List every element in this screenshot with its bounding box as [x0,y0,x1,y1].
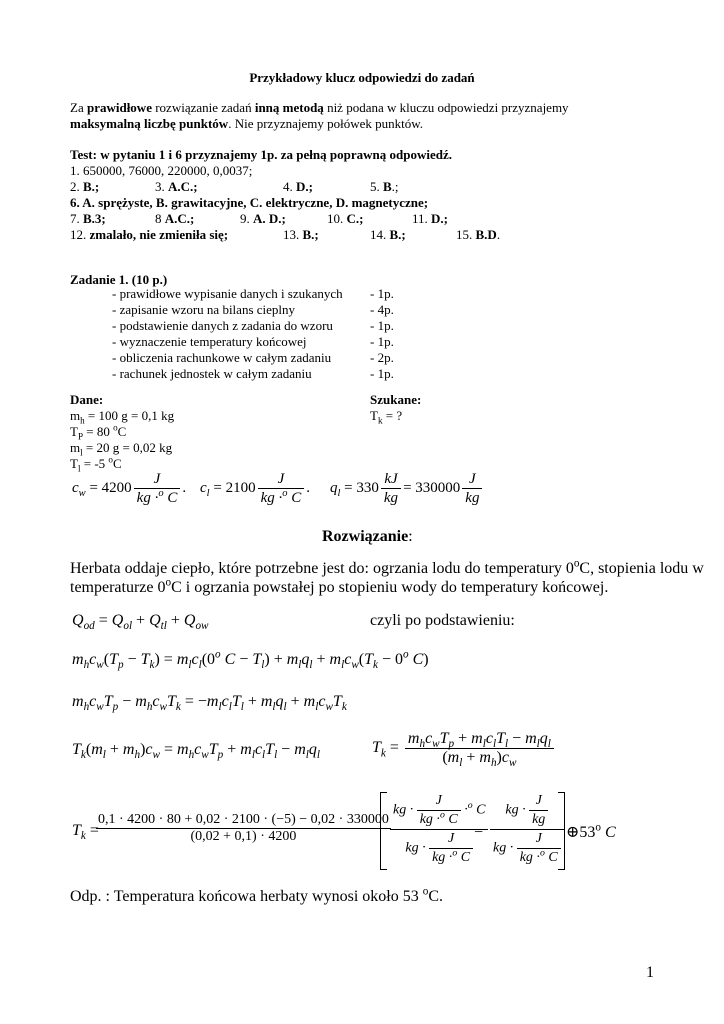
equation-tk-formula: $T_k$ = $\frac{m_hc_wT_p + m_lc_lT_l - m_lq_l}{(m_l + m_h)c_w}$ [372,730,556,767]
const-ql: $q_l = 330$ $\frac{kJ}{kg}$ = 330000 $\frac{J}{kg}$ [330,470,484,507]
unit-fraction-1: kg · $\frac{J}{kg \cdot^o C}$ ·$^o$ C kg · $\frac{J}{kg \cdot^o C}$ [388,792,490,867]
intro-text: rozwiązanie zadań [151,100,255,115]
intro-text: Za [70,100,87,115]
given-label: Dane: [70,392,104,407]
test-answer-11: 11. D.; [412,211,448,226]
test-answer-5: 5. B.; [370,179,399,194]
calc-numerator: 0,1 · 4200 · 80 + 0,02 · 2100 · (−5) − 0,02 · 330000 [98,812,389,827]
given-mh: $m_h = 100$ g = 0,1 kg [70,408,175,426]
sought-tk: $T_k$ = ? [370,408,403,426]
task-header: Zadanie 1. (10 p.) [70,272,168,287]
solution-text-2: temperaturze 0$^o$C i ogrzania powstałej po stopieniu wody do temperatury końcowej. [70,576,609,596]
test-answer-3: 3. A.C.; [155,179,198,194]
given-ml: $m_l = 20$ g = 0,02 kg [70,440,173,458]
criterion-points: - 1p. [370,318,394,333]
equation-grouped: $T_k(m_l + m_h)c_w = m_hc_wT_p + m_lc_lT_l - m_lq_l$ [72,741,320,762]
equation-heat-balance: $Q_{od} = Q_{ol} + Q_{tl} + Q_{ow}$ [72,612,209,633]
test-header: Test: w pytaniu 1 i 6 przyznajemy 1p. za pełną poprawną odpowiedź. [70,147,452,162]
unit-fraction-2: kg · $\frac{J}{kg}$ kg · $\frac{J}{kg \cdot^o C}$ [488,792,566,867]
test-answer-4: 4. D.; [283,179,313,194]
given-tp: $T_P = 80$ $^o$C [70,422,127,442]
test-answer-14: 14. B.; [370,227,406,242]
test-answer-9: 9. A. D.; [240,211,286,226]
criterion-points: - 1p. [370,334,394,349]
equation-expanded: $m_hc_wT_p - m_hc_wT_k = -m_lc_lT_l + m_lq_l + m_lc_wT_k$ [72,693,347,714]
calc-denominator: (0,02 + 0,1) · 4200 [190,829,297,844]
given-tl: $T_l = -5$ $^o$C [70,454,122,474]
intro-line-1 [70,100,569,116]
test-answer-13: 13. B.; [283,227,319,242]
intro-bold-correct: prawidłowe [86,100,152,115]
page-title: Przykładowy klucz odpowiedzi do zadań [249,70,475,85]
test-answer-12: 12. zmalało, nie zmieniła się; [70,227,229,242]
criterion-text: - wyznaczenie temperatury końcowej [112,334,307,349]
tk-symbol: $T_k$ = [72,822,99,843]
solution-text-1: Herbata oddaje ciepło, które potrzebne jest do: ogrzania lodu do temperatury 0$^o$C, stopienia lodu w [70,557,704,577]
test-answer-2: 2. B.; [70,179,100,194]
equation-substituted: $m_hc_w(T_p - T_k) = m_lc_l(0^o$ $C - T_l) + m_lq_l + m_lc_w(T_k - 0^o$ C) [72,648,429,672]
criterion-points: - 4p. [370,302,394,317]
intro-text: . Nie przyznajemy połówek punktów. [228,116,424,131]
criterion-text: - obliczenia rachunkowe w całym zadaniu [112,350,332,365]
unit-bracket-left [380,792,387,870]
test-answer-8: 8 A.C.; [155,211,195,226]
substitution-note: czyli po podstawieniu: [370,612,515,629]
sought-label: Szukane: [370,392,422,407]
solution-heading: Rozwiązanie: [322,528,413,545]
intro-bold-method: inną metodą [254,100,324,115]
const-cw: $c_w = 4200$ $\frac{J}{kg \cdot^o C}$ . [72,471,187,506]
unit-minus: − [474,824,484,841]
final-answer: Odp. : Temperatura końcowa herbaty wynosi około 53 $^o$C. [70,885,443,905]
criterion-text: - prawidłowe wypisanie danych i szukanych [112,286,343,301]
intro-bold-max: maksymalną liczbę punktów [70,116,229,131]
criterion-text: - zapisanie wzoru na bilans cieplny [112,302,296,317]
criterion-points: - 2p. [370,350,394,365]
intro-line-2 [70,116,423,132]
criterion-text: - rachunek jednostek w całym zadaniu [112,366,312,381]
criterion-text: - podstawienie danych z zadania do wzoru [112,318,333,333]
test-answer-6: 6. A. sprężyste, B. grawitacyjne, C. elektryczne, D. magnetyczne; [70,195,429,210]
test-answer-15: 15. B.D. [456,227,501,242]
test-answer-7: 7. B.3; [70,211,106,226]
criterion-points: - 1p. [370,286,394,301]
page-number: 1 [646,964,654,981]
criterion-points: - 1p. [370,366,394,381]
test-answer-1: 1. 650000, 76000, 220000, 0,0037; [70,163,253,178]
calc-fraction [96,812,391,845]
intro-text: niż podana w kluczu odpowiedzi przyznajemy [323,100,569,115]
test-answer-10: 10. C.; [327,211,364,226]
calc-result: ⊕53$^o$ C [566,821,616,841]
const-cl: $c_l = 2100$ $\frac{J}{kg \cdot^o C}$ . [200,471,310,506]
